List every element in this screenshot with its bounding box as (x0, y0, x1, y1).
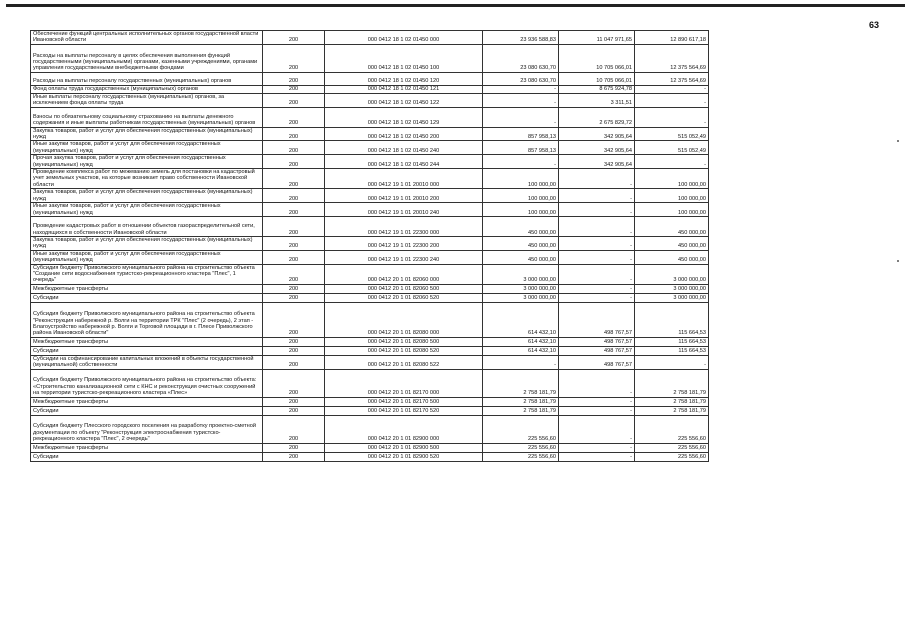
cell-v1: 225 556,60 (483, 452, 559, 461)
cell-v1: - (483, 107, 559, 127)
cell-name: Прочая закупка товаров, работ и услуг для обеспечения государственных (муниципальных) нужд (31, 155, 263, 169)
cell-v2: - (559, 189, 635, 203)
cell-name: Закупка товаров, работ и услуг для обеспечения государственных (муниципальных) нужд (31, 236, 263, 250)
table-row (31, 203, 709, 217)
cell-name: Субсидии на софинансирование капитальных вложений в объекты государственной (муниципальной) собственности (31, 355, 263, 369)
cell-admin: 200 (263, 250, 325, 264)
cell-name: Субсидия бюджету Приволжского муниципального района на строительство объекта: «Строительство канализационной сети с КНС и реконструкция очистных сооружений на территории туристско-рекреационного кластера «Плес» (31, 369, 263, 397)
cell-admin: 200 (263, 302, 325, 337)
cell-v3: - (635, 355, 709, 369)
cell-v2: - (559, 216, 635, 236)
cell-name: Иные закупки товаров, работ и услуг для обеспечения государственных (муниципальных) нужд (31, 250, 263, 264)
cell-admin: 200 (263, 369, 325, 397)
cell-v3: 2 758 181,79 (635, 406, 709, 415)
cell-admin: 200 (263, 406, 325, 415)
cell-admin: 200 (263, 44, 325, 72)
cell-v1: 3 000 000,00 (483, 284, 559, 293)
cell-v3: 3 000 000,00 (635, 293, 709, 302)
table-row (31, 44, 709, 72)
cell-v1: 450 000,00 (483, 216, 559, 236)
cell-v1: - (483, 93, 559, 107)
cell-v3: 100 000,00 (635, 169, 709, 189)
table-row (31, 452, 709, 461)
cell-name: Взносы по обязательному социальному страхованию на выплаты денежного содержания и иные выплаты работникам государственных (муниципальных) органов (31, 107, 263, 127)
cell-v2: 498 767,57 (559, 346, 635, 355)
table-row (31, 284, 709, 293)
cell-name: Субсидия бюджету Плесского городского поселения на разработку проектно-сметной документации по объекту "Реконструкция электроснабжения туристско-рекреационного кластера "Плес", 2 очередь" (31, 415, 263, 443)
budget-table-body (31, 31, 709, 462)
cell-v2: 10 705 066,01 (559, 72, 635, 85)
cell-admin: 200 (263, 72, 325, 85)
cell-code: 000 0412 19 1 01 20010 000 (325, 169, 483, 189)
cell-v3: 12 375 564,69 (635, 72, 709, 85)
cell-v2: 11 047 971,65 (559, 31, 635, 45)
cell-admin: 200 (263, 337, 325, 346)
scan-mark (897, 260, 899, 262)
table-row (31, 264, 709, 284)
cell-admin: 200 (263, 127, 325, 141)
cell-v2: - (559, 369, 635, 397)
cell-v2: - (559, 397, 635, 406)
cell-admin: 200 (263, 355, 325, 369)
cell-code: 000 0412 18 1 02 01450 129 (325, 107, 483, 127)
cell-v1: - (483, 85, 559, 93)
cell-v3: 115 664,53 (635, 302, 709, 337)
cell-admin: 200 (263, 236, 325, 250)
cell-v1: 2 758 181,79 (483, 369, 559, 397)
budget-table (30, 30, 709, 462)
cell-name: Расходы на выплаты персоналу в целях обеспечения выполнения функций государственными (муниципальными) органами, казенными учреждениями, органами управления государственными внебюджетными фондами (31, 44, 263, 72)
cell-v3: 450 000,00 (635, 216, 709, 236)
cell-name: Закупка товаров, работ и услуг для обеспечения государственных (муниципальных) нужд (31, 127, 263, 141)
cell-name: Межбюджетные трансферты (31, 397, 263, 406)
cell-v1: 225 556,60 (483, 443, 559, 452)
cell-name: Проведение комплекса работ по межеванию земель для постановки на кадастровый учет земельных участков, на которые возникает право собственности Ивановской области (31, 169, 263, 189)
cell-v3: 2 758 181,79 (635, 369, 709, 397)
cell-code: 000 0412 18 1 02 01450 240 (325, 141, 483, 155)
cell-v2: - (559, 203, 635, 217)
cell-v3: 100 000,00 (635, 203, 709, 217)
cell-v3: 12 375 564,69 (635, 44, 709, 72)
cell-code: 000 0412 20 1 01 82060 500 (325, 284, 483, 293)
table-row (31, 236, 709, 250)
cell-v1: 23 080 630,70 (483, 72, 559, 85)
cell-code: 000 0412 19 1 01 22300 240 (325, 250, 483, 264)
cell-code: 000 0412 18 1 02 01450 200 (325, 127, 483, 141)
cell-v2: - (559, 236, 635, 250)
cell-name: Субсидии (31, 293, 263, 302)
cell-v3: - (635, 85, 709, 93)
cell-name: Иные выплаты персоналу государственных (муниципальных) органов, за исключением фонда оплаты труда (31, 93, 263, 107)
cell-v1: 857 958,13 (483, 141, 559, 155)
cell-code: 000 0412 19 1 01 22300 000 (325, 216, 483, 236)
cell-v2: 10 705 066,01 (559, 44, 635, 72)
cell-name: Субсидия бюджету Приволжского муниципального района на строительство объекта "Реконструкция набережной р. Волги на территории ТРК "Плес" (2 очередь), 2 этап - Благоустройство набережной р. Волги и Торговой площади в г. Плесе Приволжского района Ивановской области" (31, 302, 263, 337)
cell-code: 000 0412 20 1 01 82060 000 (325, 264, 483, 284)
cell-name: Межбюджетные трансферты (31, 284, 263, 293)
cell-v3: 515 052,49 (635, 127, 709, 141)
cell-v1: 3 000 000,00 (483, 264, 559, 284)
cell-v1: 100 000,00 (483, 189, 559, 203)
table-row (31, 406, 709, 415)
table-row (31, 415, 709, 443)
cell-admin: 200 (263, 397, 325, 406)
cell-admin: 200 (263, 284, 325, 293)
cell-v2: - (559, 415, 635, 443)
cell-code: 000 0412 18 1 02 01450 100 (325, 44, 483, 72)
page-number: 63 (868, 20, 879, 30)
cell-code: 000 0412 20 1 01 82080 522 (325, 355, 483, 369)
cell-v3: 115 664,53 (635, 346, 709, 355)
cell-v3: 2 758 181,79 (635, 397, 709, 406)
cell-v3: - (635, 107, 709, 127)
cell-v2: - (559, 169, 635, 189)
table-row (31, 369, 709, 397)
cell-admin: 200 (263, 85, 325, 93)
cell-v2: 3 311,51 (559, 93, 635, 107)
cell-name: Фонд оплаты труда государственных (муниципальных) органов (31, 85, 263, 93)
cell-code: 000 0412 20 1 01 82170 520 (325, 406, 483, 415)
cell-code: 000 0412 19 1 01 22300 200 (325, 236, 483, 250)
cell-name: Субсидии (31, 452, 263, 461)
table-row (31, 127, 709, 141)
table-row (31, 31, 709, 45)
cell-v1: 2 758 181,79 (483, 406, 559, 415)
cell-admin: 200 (263, 346, 325, 355)
cell-name: Межбюджетные трансферты (31, 443, 263, 452)
cell-v2: 342 905,64 (559, 155, 635, 169)
cell-v1: - (483, 355, 559, 369)
cell-v2: 498 767,57 (559, 302, 635, 337)
cell-v3: 225 556,60 (635, 415, 709, 443)
table-row (31, 216, 709, 236)
cell-v2: - (559, 264, 635, 284)
cell-name: Субсидии (31, 406, 263, 415)
cell-name: Расходы на выплаты персоналу государственных (муниципальных) органов (31, 72, 263, 85)
cell-code: 000 0412 18 1 02 01450 244 (325, 155, 483, 169)
table-row (31, 355, 709, 369)
cell-admin: 200 (263, 216, 325, 236)
cell-v2: - (559, 406, 635, 415)
cell-v1: 100 000,00 (483, 169, 559, 189)
cell-admin: 200 (263, 452, 325, 461)
cell-code: 000 0412 20 1 01 82900 500 (325, 443, 483, 452)
cell-admin: 200 (263, 31, 325, 45)
table-row (31, 443, 709, 452)
table-row (31, 93, 709, 107)
cell-v2: 342 905,64 (559, 141, 635, 155)
cell-code: 000 0412 18 1 02 01450 122 (325, 93, 483, 107)
cell-v1: 225 556,60 (483, 415, 559, 443)
cell-name: Субсидии (31, 346, 263, 355)
cell-code: 000 0412 20 1 01 82900 000 (325, 415, 483, 443)
cell-v1: 614 432,10 (483, 302, 559, 337)
cell-v2: 342 905,64 (559, 127, 635, 141)
cell-v3: 3 000 000,00 (635, 264, 709, 284)
table-row (31, 397, 709, 406)
cell-admin: 200 (263, 189, 325, 203)
cell-name: Иные закупки товаров, работ и услуг для обеспечения государственных (муниципальных) нужд (31, 141, 263, 155)
cell-v1: 23 936 588,83 (483, 31, 559, 45)
cell-name: Межбюджетные трансферты (31, 337, 263, 346)
cell-v2: 8 675 924,78 (559, 85, 635, 93)
cell-v1: 614 432,10 (483, 346, 559, 355)
cell-v1: 857 958,13 (483, 127, 559, 141)
cell-code: 000 0412 20 1 01 82900 520 (325, 452, 483, 461)
cell-admin: 200 (263, 203, 325, 217)
cell-v1: 2 758 181,79 (483, 397, 559, 406)
cell-name: Проведение кадастровых работ в отношении объектов газораспределительной сети, находящихся в собственности Ивановской области (31, 216, 263, 236)
table-row (31, 155, 709, 169)
table-row (31, 85, 709, 93)
cell-v3: 225 556,60 (635, 452, 709, 461)
cell-admin: 200 (263, 141, 325, 155)
cell-name: Субсидия бюджету Приволжского муниципального района на строительство объекта "Создание сети водоснабжения туристско-рекреационного кластера "Плес", 1 очередь" (31, 264, 263, 284)
top-rule (6, 4, 905, 7)
cell-v1: 3 000 000,00 (483, 293, 559, 302)
cell-name: Иные закупки товаров, работ и услуг для обеспечения государственных (муниципальных) нужд (31, 203, 263, 217)
cell-code: 000 0412 18 1 02 01450 000 (325, 31, 483, 45)
cell-v2: - (559, 443, 635, 452)
table-row (31, 107, 709, 127)
cell-code: 000 0412 18 1 02 01450 121 (325, 85, 483, 93)
cell-v1: 614 432,10 (483, 337, 559, 346)
cell-name: Закупка товаров, работ и услуг для обеспечения государственных (муниципальных) нужд (31, 189, 263, 203)
scan-mark (897, 140, 899, 142)
table-row (31, 141, 709, 155)
cell-code: 000 0412 18 1 02 01450 120 (325, 72, 483, 85)
cell-admin: 200 (263, 264, 325, 284)
cell-admin: 200 (263, 93, 325, 107)
cell-code: 000 0412 20 1 01 82060 520 (325, 293, 483, 302)
table-row (31, 72, 709, 85)
table-row (31, 169, 709, 189)
cell-v2: - (559, 452, 635, 461)
cell-code: 000 0412 19 1 01 20010 200 (325, 189, 483, 203)
table-row (31, 250, 709, 264)
table-row (31, 346, 709, 355)
cell-v1: 450 000,00 (483, 250, 559, 264)
cell-code: 000 0412 20 1 01 82170 500 (325, 397, 483, 406)
cell-code: 000 0412 20 1 01 82080 000 (325, 302, 483, 337)
cell-name: Обеспечение функций центральных исполнительных органов государственной власти Ивановской области (31, 31, 263, 45)
cell-v2: 498 767,57 (559, 337, 635, 346)
cell-v3: 450 000,00 (635, 236, 709, 250)
cell-v1: 100 000,00 (483, 203, 559, 217)
cell-v3: 3 000 000,00 (635, 284, 709, 293)
table-row (31, 293, 709, 302)
cell-v2: - (559, 293, 635, 302)
cell-v3: 115 664,53 (635, 337, 709, 346)
cell-code: 000 0412 20 1 01 82080 520 (325, 346, 483, 355)
cell-v3: 225 556,60 (635, 443, 709, 452)
table-row (31, 302, 709, 337)
cell-admin: 200 (263, 443, 325, 452)
cell-code: 000 0412 20 1 01 82080 500 (325, 337, 483, 346)
cell-v1: 450 000,00 (483, 236, 559, 250)
cell-admin: 200 (263, 155, 325, 169)
table-row (31, 337, 709, 346)
cell-admin: 200 (263, 415, 325, 443)
cell-v3: 12 890 617,18 (635, 31, 709, 45)
cell-v2: - (559, 250, 635, 264)
cell-v3: - (635, 155, 709, 169)
cell-admin: 200 (263, 169, 325, 189)
cell-admin: 200 (263, 107, 325, 127)
cell-v2: 2 675 829,72 (559, 107, 635, 127)
cell-v3: 100 000,00 (635, 189, 709, 203)
cell-v3: 515 052,49 (635, 141, 709, 155)
cell-code: 000 0412 19 1 01 20010 240 (325, 203, 483, 217)
cell-v2: - (559, 284, 635, 293)
cell-v3: - (635, 93, 709, 107)
cell-v1: 23 080 630,70 (483, 44, 559, 72)
cell-v3: 450 000,00 (635, 250, 709, 264)
table-row (31, 189, 709, 203)
cell-v1: - (483, 155, 559, 169)
cell-code: 000 0412 20 1 01 82170 000 (325, 369, 483, 397)
cell-v2: 498 767,57 (559, 355, 635, 369)
cell-admin: 200 (263, 293, 325, 302)
